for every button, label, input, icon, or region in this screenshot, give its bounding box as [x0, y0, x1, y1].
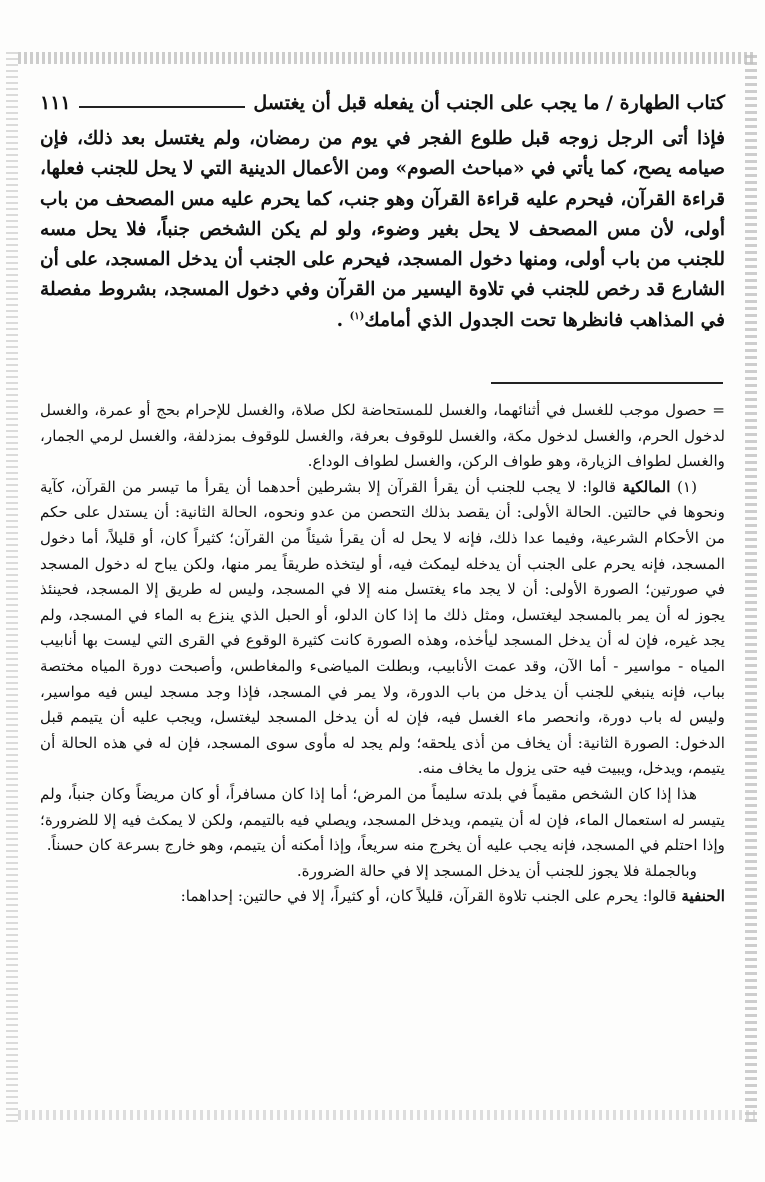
footnote-paragraph-3: وبالجملة فلا يجوز للجنب أن يدخل المسجد إلا في حالة الضرورة.: [296, 861, 697, 880]
decorative-border-right: [745, 52, 757, 1122]
main-paragraph: [40, 124, 725, 336]
footnotes-block: [40, 398, 725, 910]
main-paragraph-end: .: [336, 309, 350, 331]
main-text-block: [40, 124, 725, 336]
page-number: ١١١: [40, 92, 71, 114]
running-header: [40, 88, 725, 118]
footnote-1: [40, 475, 725, 782]
decorative-border-bottom: [18, 1110, 755, 1120]
footnote-hanafi-body: قالوا: يحرم على الجنب تلاوة القرآن، قليلاً كان، أو كثيراً، إلا في حالتين: إحداهما:: [180, 887, 682, 906]
decorative-border-left: [6, 52, 18, 1122]
header-rule: [79, 106, 246, 108]
header-title: كتاب الطهارة / ما يجب على الجنب أن يفعله قبل أن يغتسل: [253, 92, 725, 114]
footnote-1-term: المالكية: [622, 477, 671, 496]
footnote-hanafi: [40, 884, 725, 910]
footnote-paragraph-2: هذا إذا كان الشخص مقيماً في بلدته سليماً من المرض؛ أما إذا كان مسافراً، أو كان مريضاً وكان جنباً، ولم يتيسر له استعمال الماء، فإن له أن يتيمم، ويدخل المسجد، ويصلي فيه بالتيمم، ولكن لا يمكث فيه إلا للضرورة؛ وإذا احتلم في المسجد، فإنه يجب عليه أن يخرج منه سريعاً، وإذا أمكنه أن يتيمم، وهو خارج بسرعة كان حسناً.: [40, 784, 725, 855]
footnote-1-body: قالوا: لا يجب للجنب أن يقرأ القرآن إلا بشرطين أحدهما أن يقرأ ما تيسر من القرآن، كآية ونحوها في حالتين. الحالة الأولى: أن يقصد بذلك التحصن من عدو ونحوه، الحالة الثانية: أن يستدل على حكم من الأحكام الشرعية، وفيما عدا ذلك، فإنه لا يحل له أن يقرأ شيئاً من القرآن؛ كثيراً كان، أو قليلاً، أما دخول المسجد، فإنه يحرم على الجنب أن يدخله ليمكث فيه، أو ليتخذه طريقاً يمر منها، ولكن يباح له دخول المسجد في صورتين؛ الصورة الأولى: أن لا يجد ماء يغتسل منه إلا في المسجد، وليس له طريق إلا المسجد، فحينئذ يجوز له أن يمر بالمسجد ليغتسل، ومثل ذلك ما إذا كان الدلو، أو الحبل الذي ينزع به الماء في المسجد، ولم يجد غيره، فإن له أن يدخل المسجد ليأخذه، وهذه الصورة كانت كثيرة الوقوع في القرى التي ليست بها أنابيب المياه - مواسير - أما الآن، وقد عمت الأنابيب، وبطلت المياضىء والمغاطس، وأصبحت دورة المياه مختصة بباب، فإنه ينبغي للجنب أن يدخل من باب الدورة، ولا يمر في المسجد، فإذا وجد مسجد ليس فيه مواسير، وليس له باب دورة، وانحصر ماء الغسل فيه، فإن له أن يدخل المسجد ليغتسل، ويجب عليه أن يتيمم قبل الدخول: الصورة الثانية: أن يخاف من أذى يلحقه؛ ولم يجد له مأوى سوى المسجد، فإن له في هذه الحالة أن يتيمم، ويدخل، ويبيت فيه حتى يزول ما يخاف منه.: [40, 477, 725, 778]
footnote-1-marker: (١): [676, 477, 698, 496]
footnote-continuation: = حصول موجب للغسل في أثنائهما، والغسل للمستحاضة لكل صلاة، والغسل للإحرام بحج أو عمرة، والغسل لدخول الحرم، والغسل لدخول مكة، والغسل للوقوف بعرفة، والغسل للوقوف بمزدلفة، والغسل لرمي الجمار، والغسل لطواف الزيارة، وهو طواف الركن، والغسل لطواف الوداع.: [40, 401, 725, 471]
main-paragraph-text: فإذا أتى الرجل زوجه قبل طلوع الفجر في يوم من رمضان، ولم يغتسل بعد ذلك، فإن صيامه يصح، كما يأتي في «مباحث الصوم» ومن الأعمال الدينية التي لا يحل للجنب فعلها، قراءة القرآن، فيحرم عليه قراءة القرآن وهو جنب، كما يحرم عليه مس المصحف من باب أولى، لأن مس المصحف لا يحل بغير وضوء، ولو لم يكن الشخص جنباً، فلا يحل مسه للجنب من باب أولى، ومنها دخول المسجد، فيحرم على الجنب أن يدخل المسجد، على أن الشارع قد رخص للجنب في تلاوة اليسير من القرآن وفي دخول المسجد، بشروط مفصلة في المذاهب فانظرها تحت الجدول الذي أمامك: [40, 128, 725, 331]
footnote-marker: (١): [349, 310, 365, 322]
footnote-separator: [491, 382, 723, 384]
decorative-border-top: [18, 52, 755, 64]
footnote-hanafi-term: الحنفية: [681, 887, 725, 906]
